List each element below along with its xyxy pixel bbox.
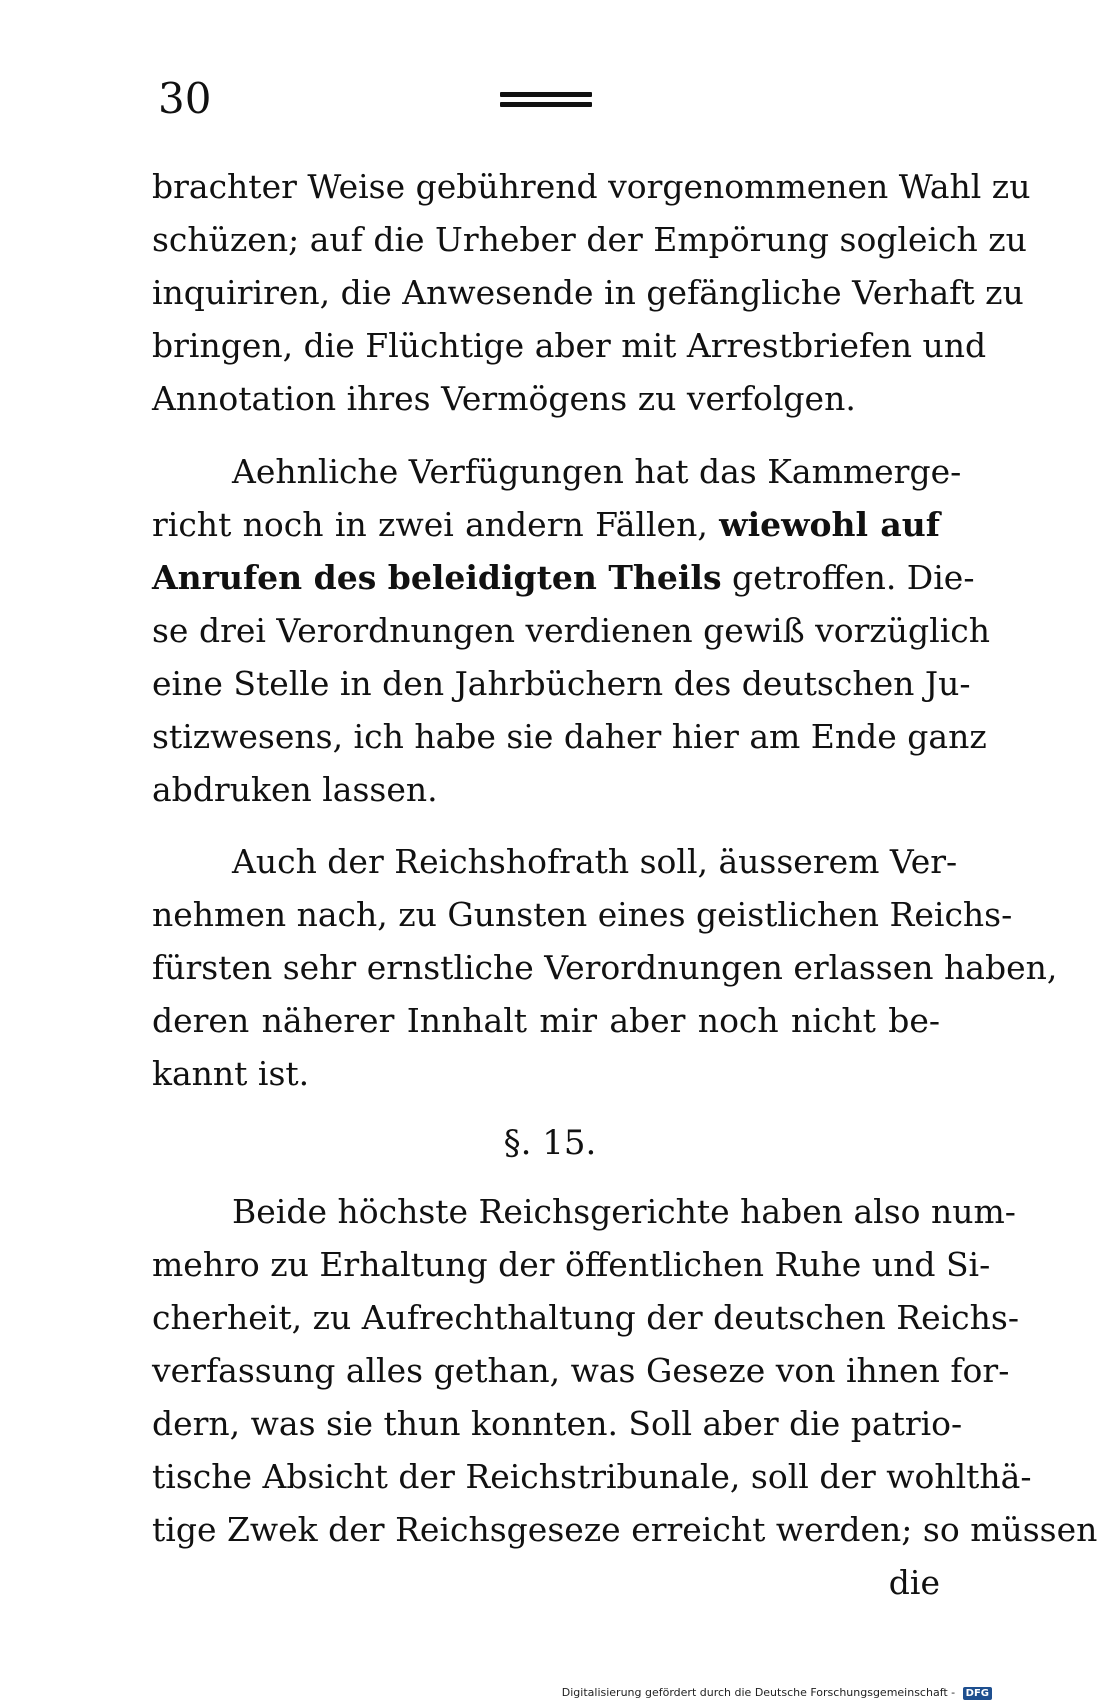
text-line: tige Zwek der Reichsgeseze erreicht werden; so müssen <box>152 1510 1097 1549</box>
emphasized-text: Anrufen des beleidigten Theils <box>152 558 722 597</box>
dfg-logo-icon: DFG <box>963 1687 992 1700</box>
paragraph-4 <box>152 1185 1097 1609</box>
text-line <box>152 498 940 551</box>
text-run: getroffen. Die- <box>732 558 975 597</box>
emphasized-text: wiewohl auf <box>719 505 940 544</box>
text-line: inquiriren, die Anwesende in gefängliche Verhaft zu <box>152 273 1024 312</box>
text-line: dern, was sie thun konnten. Soll aber die patrio- <box>152 1404 963 1443</box>
text-line: cherheit, zu Aufrechthaltung der deutschen Reichs- <box>152 1298 1019 1337</box>
text-line: fürsten sehr ernstliche Verordnungen erlassen haben, <box>152 948 1058 987</box>
text-line: abdruken lassen. <box>152 770 438 809</box>
paragraph-1 <box>152 160 1031 425</box>
page-number: 30 <box>158 74 212 123</box>
footer-text: Digitalisierung gefördert durch die Deutsche Forschungsgemeinschaft - <box>561 1686 956 1699</box>
section-heading: §. 15. <box>503 1123 597 1163</box>
text-line: nehmen nach, zu Gunsten eines geistlichen Reichs- <box>152 895 1013 934</box>
text-line: tische Absicht der Reichstribunale, soll der wohlthä- <box>152 1457 1032 1496</box>
text-line: schüzen; auf die Urheber der Empörung sogleich zu <box>152 220 1027 259</box>
paragraph-3 <box>152 835 1058 1100</box>
digitization-footer <box>0 1686 992 1700</box>
text-line <box>152 551 975 604</box>
text-line: stizwesens, ich habe sie daher hier am Ende ganz <box>152 717 987 756</box>
paragraph-2 <box>152 445 991 816</box>
text-line: Auch der Reichshofrath soll, äusserem Ver- <box>232 842 958 881</box>
text-run: richt noch in zwei andern Fällen, <box>152 505 708 544</box>
catchword: die <box>888 1563 940 1602</box>
text-line: Aehnliche Verfügungen hat das Kammerge- <box>232 452 962 491</box>
text-line: Beide höchste Reichsgerichte haben also num- <box>232 1192 1016 1231</box>
text-line: mehro zu Erhaltung der öffentlichen Ruhe und Si- <box>152 1245 991 1284</box>
text-line: bringen, die Flüchtige aber mit Arrestbriefen und <box>152 326 987 365</box>
text-line: eine Stelle in den Jahrbüchern des deutschen Ju- <box>152 664 971 703</box>
header-rule-line <box>500 92 592 97</box>
text-line: kannt ist. <box>152 1054 310 1093</box>
text-line: deren näherer Innhalt mir aber noch nicht be- <box>152 1001 940 1040</box>
text-line: se drei Verordnungen verdienen gewiß vorzüglich <box>152 611 991 650</box>
header-double-rule <box>500 92 592 114</box>
text-line: verfassung alles gethan, was Geseze von ihnen for- <box>152 1351 1010 1390</box>
text-line: Annotation ihres Vermögens zu verfolgen. <box>152 379 856 418</box>
header-rule-line <box>500 102 592 107</box>
text-line: brachter Weise gebührend vorgenommenen Wahl zu <box>152 167 1031 206</box>
